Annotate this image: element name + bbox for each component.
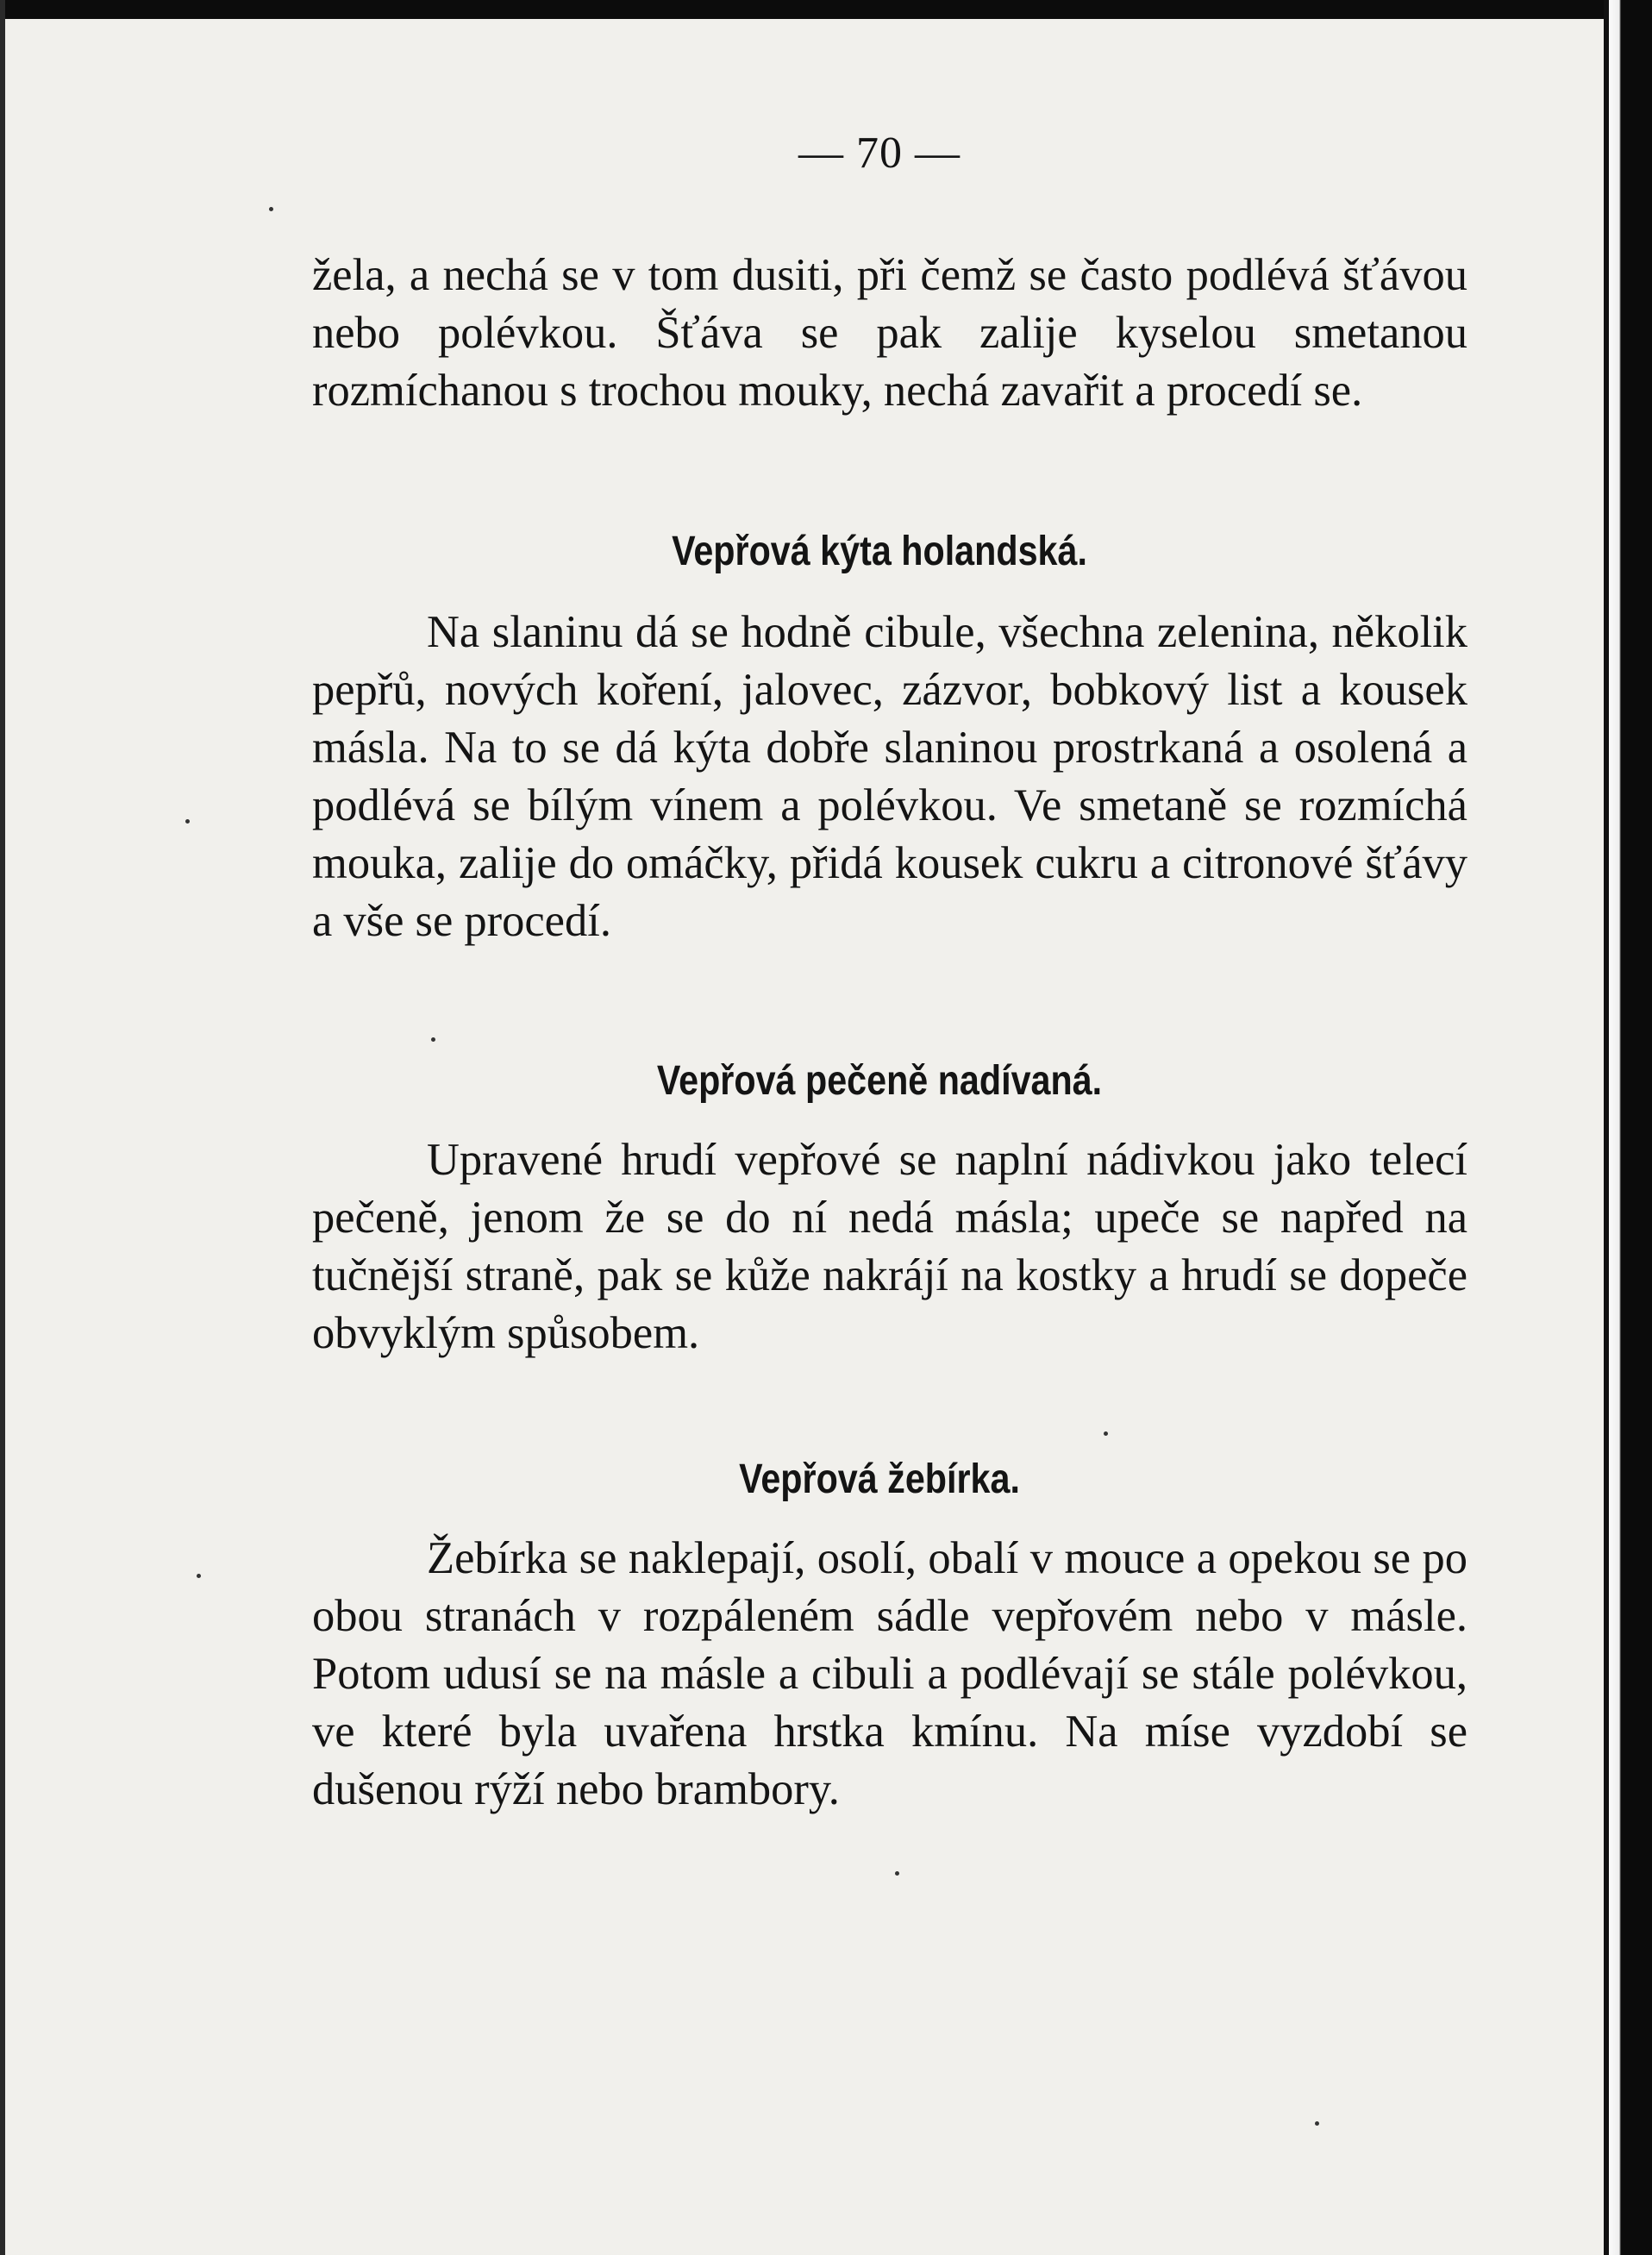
print-speck [431,1037,435,1042]
print-speck [185,819,190,824]
recipe-text-zebirka: Žebírka se naklepají, osolí, obalí v mouce a opekou se po obou stranách v rozpáleném sádle vepřovém nebo v másle. Potom udusí se na másle a cibuli a podlévají se stále polévkou, ve které byla uvařena hrstka kmínu. Na míse vyzdobí se dušenou rýží nebo brambory. [312,1533,1467,1814]
scan-top-edge [0,0,1652,19]
recipe-heading-zebirka: Vepřová žebírka. [739,1456,1020,1502]
recipe-text-kyta-holandska: Na slaninu dá se hodně cibule, všechna zelenina, několik pepřů, nových koření, jalovec, zázvor, bobkový list a kousek másla. Na to se dá kýta dobře slaninou prostrkaná a osolená a podlévá se bílým vínem a polévkou. Ve smetaně se rozmíchá mouka, zalije do omáčky, přidá kousek cukru a citronové šťávy a vše se procedí. [312,607,1467,946]
print-speck [197,1574,201,1578]
recipe-text-pecene-nadivana: Upravené hrudí vepřové se naplní nádivkou jako telecí pečeně, jenom že se do ní nedá másla; upeče se napřed na tučnější straně, pak se kůže nakrájí na kostky a hrudí se dopeče obvyklým spůsobem. [312,1135,1467,1358]
book-spine [1609,0,1652,2255]
recipe-heading-pecene-nadivana: Vepřová pečeně nadívaná. [656,1058,1103,1104]
print-speck [1315,2121,1319,2126]
page-number: — 70 — [798,128,961,178]
print-speck [1104,1431,1108,1436]
paragraph-continuation: žela, a nechá se v tom dusiti, při čemž se často podlévá šťávou nebo polévkou. Šťáva se pak zalije kyselou smetanou rozmíchanou s trochou mouky, nechá zavařit a procedí se. [312,250,1467,416]
recipe-heading-kyta-holandska: Vepřová kýta holandská. [672,529,1087,574]
print-speck [895,1871,899,1876]
scan-left-edge [0,0,5,2255]
print-speck [269,207,273,211]
